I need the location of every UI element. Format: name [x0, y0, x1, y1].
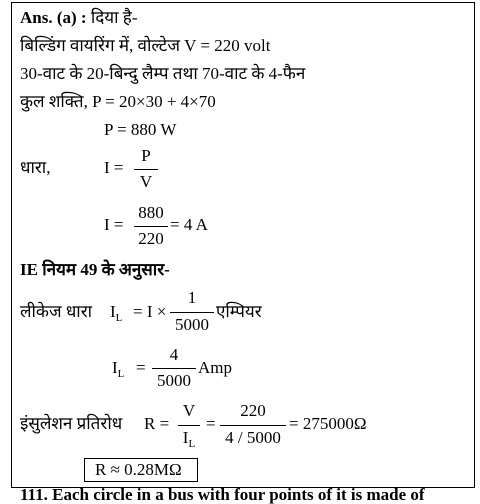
- ins-den-sub: L: [188, 438, 196, 450]
- wiring-line: बिल्डिंग वायरिंग में, वोल्टेज V = 220 volt: [20, 36, 271, 55]
- current2-denominator: 220: [138, 229, 164, 248]
- leak-eq: = I ×: [133, 302, 167, 321]
- leak2-numerator: 4: [169, 345, 179, 364]
- current-numerator: P: [141, 146, 151, 165]
- leak2-lhs: [112, 358, 124, 378]
- ins-numerator2: 220: [240, 401, 266, 420]
- leak2-unit: Amp: [198, 358, 232, 377]
- ins-fraction-bar1: [178, 425, 200, 426]
- ins-numerator1: V: [182, 401, 196, 420]
- loads-line: 30-वाट के 20-बिन्दु लैम्प तथा 70-वाट के 4-फैन: [20, 64, 306, 83]
- leak-numerator: 1: [187, 288, 197, 307]
- current-denominator: V: [139, 172, 153, 191]
- ins-R: R =: [144, 414, 170, 433]
- rule-heading: IE नियम 49 के अनुसार-: [20, 260, 170, 279]
- answer-label: Ans. (a) :: [20, 8, 87, 27]
- leak-fraction-bar: [170, 312, 214, 313]
- current-fraction-bar: [134, 169, 158, 170]
- leak2-denominator: 5000: [157, 371, 191, 390]
- ins-eq: =: [206, 414, 216, 433]
- current2-fraction-bar: [134, 226, 168, 227]
- leak2-eq: =: [136, 358, 146, 377]
- next-question-cutoff: 111. Each circle in a bus with four points of it is made of: [20, 485, 425, 504]
- current2-lhs: I =: [104, 215, 124, 234]
- leak-I: I: [110, 302, 116, 321]
- answer-header: [20, 8, 137, 28]
- leak-sub: L: [115, 312, 123, 324]
- leak-label: लीकेज धारा: [20, 302, 93, 321]
- current2-result: = 4 A: [170, 215, 208, 234]
- current2-numerator: 880: [138, 203, 164, 222]
- leak2-sub: L: [117, 368, 125, 380]
- current-label: धारा,: [20, 158, 51, 177]
- leak-denominator: 5000: [175, 315, 209, 334]
- leak-lhs: [110, 302, 122, 322]
- leak2-fraction-bar: [152, 368, 196, 369]
- given-label: दिया है-: [90, 8, 138, 27]
- ins-den-I: I: [182, 428, 189, 447]
- leak-unit: एम्पियर: [216, 302, 262, 321]
- current-lhs: I =: [104, 158, 124, 177]
- ins-fraction-bar2: [220, 425, 286, 426]
- total-power-line: कुल शक्ति, P = 20×30 + 4×70: [20, 92, 216, 111]
- final-answer: R ≈ 0.28MΩ: [84, 458, 198, 482]
- ins-label: इंसुलेशन प्रतिरोध: [20, 414, 123, 433]
- power-result: P = 880 W: [104, 120, 177, 139]
- ins-denominator1: [178, 428, 200, 448]
- ins-result: = 275000Ω: [289, 414, 367, 433]
- ins-denominator2: 4 / 5000: [225, 428, 281, 447]
- leak2-I: I: [112, 358, 118, 377]
